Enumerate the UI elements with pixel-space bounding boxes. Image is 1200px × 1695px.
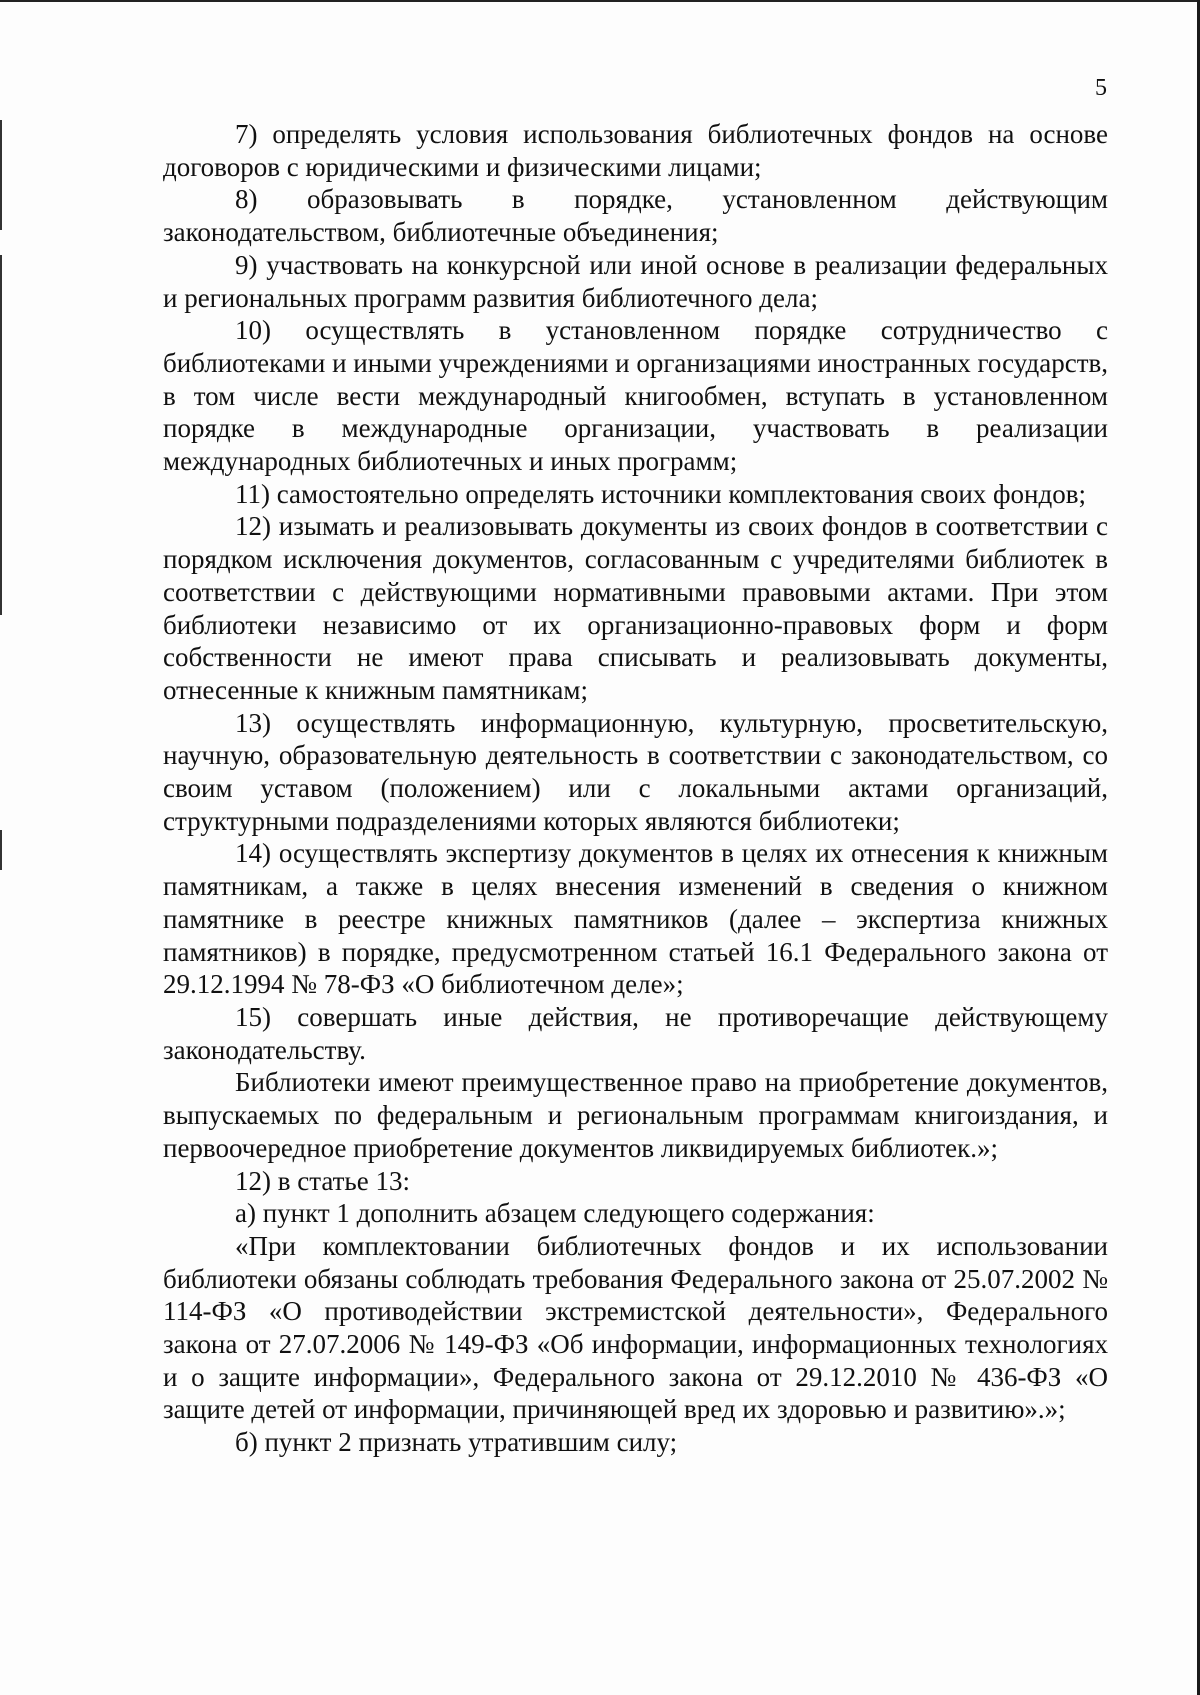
paragraph: 8) образовывать в порядке, установленном действующим законодательством, библиотечные объединения; [163,184,1108,248]
page-number: 5 [1095,75,1107,101]
paragraph: а) пункт 1 дополнить абзацем следующего содержания: [235,1198,875,1229]
paragraph: Библиотеки имеют преимущественное право на приобретение документов, выпускаемых по федеральным и региональным программам книгоиздания, и первоочередное приобретение документов ликвидируемых библиотек.»; [163,1067,1108,1163]
paragraph: 7) определять условия использования библиотечных фондов на основе договоров с юридическими и физическими лицами; [163,119,1108,182]
scan-left-mark [0,830,2,870]
paragraph: 14) осуществлять экспертизу документов в целях их отнесения к книжным памятникам, а также в целях внесения изменений в сведения о книжном памятнике в реестре книжных памятников (далее – экспертиза книжных памятников) в порядке, предусмотренном статьей 16.1 Федерального закона от 29.12.1994 № 78-ФЗ «О библиотечном деле»; [163,838,1108,1000]
paragraph: «При комплектовании библиотечных фондов и их использовании библиотеки обязаны соблюдать требования Федерального закона от 25.07.2002 № 114-ФЗ «О противодействии экстремистской деятельности», Федерального закона от 27.07.2006 № 149-ФЗ «Об информации, информационных технологиях и о защите информации», Федерального закона от 29.12.2010 № 436-ФЗ «О защите детей от информации, причиняющей вред их здоровью и развитию».»; [163,1230,1108,1425]
paragraph: б) пункт 2 признать утратившим силу; [235,1427,678,1458]
paragraph: 12) изымать и реализовывать документы из своих фондов в соответствии с порядком исключения документов, согласованным с учредителями библиотек в соответствии с действующими нормативными правовыми актами. При этом библиотеки независимо от их организационно-правовых форм и форм собственности не имеют права списывать и реализовывать документы, отнесенные к книжным памятникам; [163,511,1108,705]
scan-left-mark [0,255,2,615]
paragraph: 9) участвовать на конкурсной или иной основе в реализации федеральных и региональных программ развития библиотечного дела; [163,249,1108,313]
paragraph: 12) в статье 13: [235,1165,410,1196]
paragraph: 13) осуществлять информационную, культурную, просветительскую, научную, образовательную деятельность в соответствии с законодательством, со своим уставом (положением) или с локальными актами организаций, структурными подразделениями которых являются библиотеки; [163,707,1108,836]
document-body [163,118,1108,1459]
paragraph: 11) самостоятельно определять источники комплектования своих фондов; [235,478,1086,509]
scan-left-mark [0,120,2,230]
scan-top-edge [0,0,1200,2]
paragraph: 15) совершать иные действия, не противоречащие действующему законодательству. [163,1001,1108,1065]
paragraph: 10) осуществлять в установленном порядке сотрудничество с библиотеками и иными учреждениями и организациями иностранных государств, в том числе вести международный книгообмен, вступать в установленном порядке в международные организации, участвовать в реализации международных библиотечных и иных программ; [163,315,1109,477]
